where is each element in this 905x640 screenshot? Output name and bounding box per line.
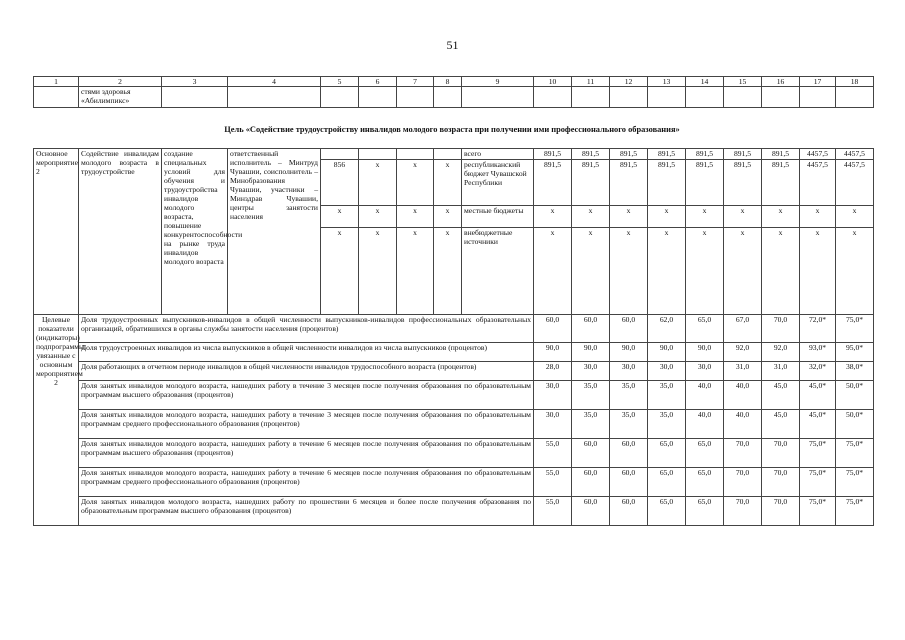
- value-cell: 70,0: [724, 497, 762, 526]
- value-cell: x: [724, 206, 762, 228]
- value-cell: 60,0: [572, 468, 610, 497]
- column-number: 15: [724, 77, 762, 87]
- code-cell: x: [321, 206, 359, 228]
- value-cell: 31,0: [762, 362, 800, 381]
- value-cell: 30,0: [610, 362, 648, 381]
- value-cell: 70,0: [762, 468, 800, 497]
- funding-source: всего: [462, 149, 534, 160]
- value-cell: 50,0*: [836, 410, 874, 439]
- indicator-text: Доля занятых инвалидов молодого возраста, нашедших работу по прошествии 6 месяцев и более после получения образования по образовательным программам высшего образования (процентов): [79, 497, 534, 526]
- value-cell: 45,0: [762, 410, 800, 439]
- value-cell: 75,0*: [836, 439, 874, 468]
- column-number: 1: [34, 77, 79, 87]
- value-cell: x: [762, 228, 800, 315]
- code-cell: 856: [321, 160, 359, 206]
- value-cell: 65,0: [648, 468, 686, 497]
- value-cell: 40,0: [686, 410, 724, 439]
- column-number: 4: [228, 77, 321, 87]
- value-cell: 891,5: [534, 160, 572, 206]
- code-cell: x: [359, 228, 397, 315]
- column-number: 9: [462, 77, 534, 87]
- table-row: [34, 381, 874, 410]
- value-cell: x: [648, 228, 686, 315]
- value-cell: 891,5: [610, 149, 648, 160]
- table-row: [34, 497, 874, 526]
- value-cell: 90,0: [686, 343, 724, 362]
- value-cell: 30,0: [534, 410, 572, 439]
- targets-label: Целевые показатели (индикаторы) подпрограммы, увязанные с основным мероприятием 2: [34, 315, 79, 526]
- indicator-text: Доля занятых инвалидов молодого возраста, нашедших работу в течение 3 месяцев после получения образования по образовательным программам среднего профессионального образования (процентов): [79, 410, 534, 439]
- value-cell: 60,0: [610, 439, 648, 468]
- funding-source: внебюджетные источники: [462, 228, 534, 315]
- table-row: [34, 468, 874, 497]
- value-cell: x: [534, 206, 572, 228]
- column-number: 11: [572, 77, 610, 87]
- column-number: 17: [800, 77, 836, 87]
- table-continuation: [33, 76, 874, 108]
- value-cell: 4457,5: [800, 160, 836, 206]
- value-cell: 67,0: [724, 315, 762, 343]
- value-cell: 40,0: [724, 410, 762, 439]
- value-cell: 35,0: [610, 410, 648, 439]
- value-cell: 90,0: [648, 343, 686, 362]
- value-cell: 891,5: [762, 149, 800, 160]
- value-cell: 92,0: [762, 343, 800, 362]
- value-cell: 45,0: [762, 381, 800, 410]
- value-cell: 35,0: [572, 381, 610, 410]
- code-cell: x: [434, 206, 462, 228]
- value-cell: x: [610, 228, 648, 315]
- value-cell: 40,0: [686, 381, 724, 410]
- value-cell: 65,0: [686, 468, 724, 497]
- activity-executor: ответственный исполнитель – Минтруд Чувашии, соисполнитель – Минобразования Чувашии, участники – Минздрав Чувашии, центры занятости населения: [228, 149, 321, 315]
- value-cell: 31,0: [724, 362, 762, 381]
- table-row: [34, 362, 874, 381]
- value-cell: 30,0: [648, 362, 686, 381]
- code-cell: x: [359, 160, 397, 206]
- column-number: 14: [686, 77, 724, 87]
- indicator-text: Доля занятых инвалидов молодого возраста, нашедших работу в течение 6 месяцев после получения образования по образовательным программам среднего профессионального образования (процентов): [79, 468, 534, 497]
- value-cell: x: [572, 228, 610, 315]
- value-cell: x: [724, 228, 762, 315]
- value-cell: x: [572, 206, 610, 228]
- funding-source: республиканский бюджет Чувашской Республики: [462, 160, 534, 206]
- column-number: 18: [836, 77, 874, 87]
- indicator-text: Доля работающих в отчетном периоде инвалидов в общей численности инвалидов трудоспособного возраста (процентов): [79, 362, 534, 381]
- value-cell: 45,0*: [800, 410, 836, 439]
- value-cell: x: [534, 228, 572, 315]
- value-cell: 70,0: [724, 439, 762, 468]
- code-cell: x: [321, 228, 359, 315]
- value-cell: 93,0*: [800, 343, 836, 362]
- value-cell: 65,0: [686, 315, 724, 343]
- value-cell: 28,0: [534, 362, 572, 381]
- value-cell: 75,0*: [800, 439, 836, 468]
- value-cell: 38,0*: [836, 362, 874, 381]
- column-number: 5: [321, 77, 359, 87]
- column-number: 12: [610, 77, 648, 87]
- page-number: 51: [446, 38, 459, 52]
- value-cell: 75,0*: [836, 497, 874, 526]
- value-cell: 891,5: [572, 160, 610, 206]
- value-cell: 60,0: [572, 315, 610, 343]
- value-cell: 72,0*: [800, 315, 836, 343]
- table-row: [34, 410, 874, 439]
- value-cell: 90,0: [610, 343, 648, 362]
- column-number: 10: [534, 77, 572, 87]
- indicator-text: Доля занятых инвалидов молодого возраста, нашедших работу в течение 3 месяцев после получения образования по образовательным программам высшего образования (процентов): [79, 381, 534, 410]
- value-cell: 4457,5: [836, 160, 874, 206]
- value-cell: 891,5: [610, 160, 648, 206]
- value-cell: 95,0*: [836, 343, 874, 362]
- code-cell: x: [434, 228, 462, 315]
- value-cell: x: [800, 206, 836, 228]
- column-number: 8: [434, 77, 462, 87]
- value-cell: 55,0: [534, 439, 572, 468]
- value-cell: 35,0: [610, 381, 648, 410]
- code-cell: x: [359, 206, 397, 228]
- table-row: [34, 315, 874, 343]
- value-cell: x: [762, 206, 800, 228]
- cell-text: стями здоровья «Абилимпикс»: [79, 87, 162, 108]
- value-cell: 35,0: [572, 410, 610, 439]
- value-cell: 60,0: [572, 439, 610, 468]
- code-cell: x: [434, 160, 462, 206]
- value-cell: 4457,5: [800, 149, 836, 160]
- value-cell: 70,0: [762, 497, 800, 526]
- value-cell: 30,0: [686, 362, 724, 381]
- value-cell: 55,0: [534, 497, 572, 526]
- value-cell: 45,0*: [800, 381, 836, 410]
- value-cell: 65,0: [686, 439, 724, 468]
- value-cell: 50,0*: [836, 381, 874, 410]
- activity-label: Основное мероприятие 2: [34, 149, 79, 315]
- value-cell: 75,0*: [836, 468, 874, 497]
- value-cell: x: [686, 228, 724, 315]
- value-cell: x: [836, 206, 874, 228]
- value-cell: 891,5: [724, 149, 762, 160]
- value-cell: 35,0: [648, 410, 686, 439]
- code-cell: x: [397, 160, 434, 206]
- value-cell: 35,0: [648, 381, 686, 410]
- value-cell: 70,0: [724, 468, 762, 497]
- code-cell: x: [397, 228, 434, 315]
- value-cell: 90,0: [572, 343, 610, 362]
- column-number: 6: [359, 77, 397, 87]
- value-cell: 30,0: [534, 381, 572, 410]
- table-row: [34, 149, 874, 160]
- column-number: 2: [79, 77, 162, 87]
- value-cell: 60,0: [610, 468, 648, 497]
- value-cell: 92,0: [724, 343, 762, 362]
- value-cell: 891,5: [572, 149, 610, 160]
- goal-title: Цель «Содействие трудоустройству инвалидов молодого возраста при получении ими профессионального образования»: [224, 125, 680, 134]
- activity-description: создание специальных условий для обучения и трудоустройства инвалидов молодого возраста, повышение конкурентоспособности на рынке труда инвалидов молодого возраста: [162, 149, 228, 315]
- column-number-row: [34, 77, 874, 87]
- code-cell: [434, 149, 462, 160]
- value-cell: 90,0: [534, 343, 572, 362]
- value-cell: x: [648, 206, 686, 228]
- value-cell: 65,0: [648, 439, 686, 468]
- column-number: 16: [762, 77, 800, 87]
- value-cell: 40,0: [724, 381, 762, 410]
- code-cell: [397, 149, 434, 160]
- value-cell: 60,0: [610, 497, 648, 526]
- column-number: 3: [162, 77, 228, 87]
- value-cell: 60,0: [572, 497, 610, 526]
- value-cell: 32,0*: [800, 362, 836, 381]
- main-table: [33, 148, 874, 526]
- value-cell: x: [800, 228, 836, 315]
- code-cell: [321, 149, 359, 160]
- value-cell: 891,5: [648, 160, 686, 206]
- value-cell: 891,5: [762, 160, 800, 206]
- indicator-text: Доля трудоустроенных инвалидов из числа выпускников в общей численности инвалидов из числа выпускников (процентов): [79, 343, 534, 362]
- table-row: [34, 343, 874, 362]
- indicator-text: Доля трудоустроенных выпускников-инвалидов в общей численности выпускников-инвалидов профессиональных образовательных организаций, обратившихся в органы службы занятости населения (процентов): [79, 315, 534, 343]
- value-cell: 70,0: [762, 439, 800, 468]
- value-cell: 75,0*: [800, 468, 836, 497]
- value-cell: 75,0*: [800, 497, 836, 526]
- value-cell: 891,5: [534, 149, 572, 160]
- activity-name: Содействие инвалидам молодого возраста в трудоустройстве: [79, 149, 162, 315]
- value-cell: 891,5: [648, 149, 686, 160]
- column-number: 13: [648, 77, 686, 87]
- table-row: [34, 439, 874, 468]
- value-cell: 75,0*: [836, 315, 874, 343]
- value-cell: 62,0: [648, 315, 686, 343]
- value-cell: 65,0: [686, 497, 724, 526]
- table-row: [34, 87, 874, 108]
- code-cell: x: [397, 206, 434, 228]
- value-cell: x: [686, 206, 724, 228]
- value-cell: 30,0: [572, 362, 610, 381]
- value-cell: 60,0: [534, 315, 572, 343]
- value-cell: 70,0: [762, 315, 800, 343]
- column-number: 7: [397, 77, 434, 87]
- value-cell: x: [610, 206, 648, 228]
- value-cell: 891,5: [686, 149, 724, 160]
- value-cell: 891,5: [686, 160, 724, 206]
- value-cell: 891,5: [724, 160, 762, 206]
- indicator-text: Доля занятых инвалидов молодого возраста, нашедших работу в течение 6 месяцев после получения образования по образовательным программам высшего образования (процентов): [79, 439, 534, 468]
- value-cell: 65,0: [648, 497, 686, 526]
- code-cell: [359, 149, 397, 160]
- funding-source: местные бюджеты: [462, 206, 534, 228]
- value-cell: 55,0: [534, 468, 572, 497]
- value-cell: x: [836, 228, 874, 315]
- value-cell: 4457,5: [836, 149, 874, 160]
- value-cell: 60,0: [610, 315, 648, 343]
